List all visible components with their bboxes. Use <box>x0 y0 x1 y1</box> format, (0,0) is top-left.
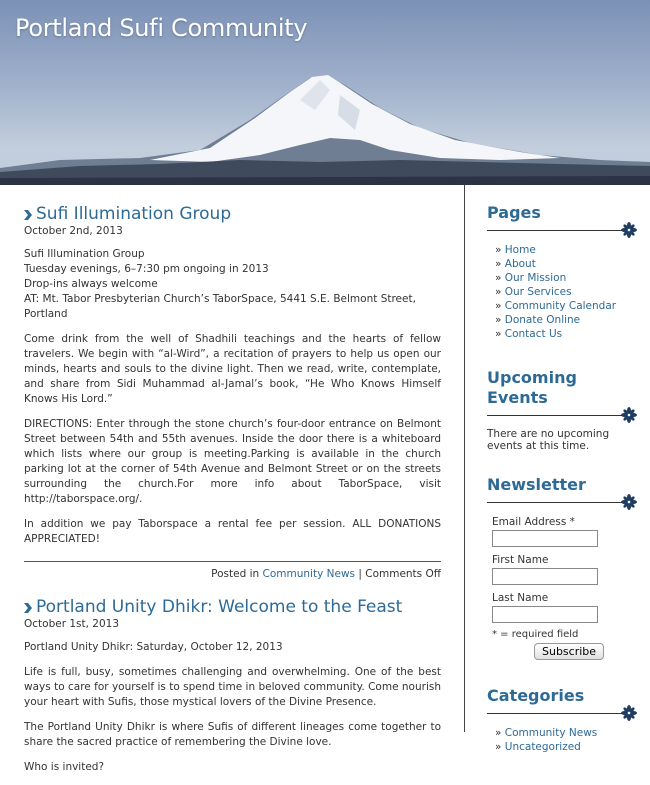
post-line: Tuesday evenings, 6–7:30 pm ongoing in 2013 <box>24 263 269 275</box>
footer-separator: | <box>358 568 362 580</box>
post-paragraph: Life is full, busy, sometimes challenging and overwhelming. One of the best ways to care for yourself is to spend time in beloved community. Come nourish your heart with Sufis, those mystical lovers of the Divine Presence. <box>24 666 441 708</box>
site-header <box>0 0 650 185</box>
post-title[interactable] <box>24 597 441 617</box>
events-empty-text: There are no upcoming events at this time. <box>487 428 610 452</box>
post-footer <box>24 561 441 581</box>
first-name-field[interactable] <box>492 568 598 585</box>
list-item <box>495 299 637 313</box>
main-content <box>24 185 441 785</box>
required-note: * = required field <box>492 629 579 640</box>
widget-title: Newsletter <box>487 475 586 494</box>
list-item <box>495 726 637 740</box>
list-item <box>495 285 637 299</box>
flower-icon <box>621 222 637 238</box>
email-label: Email Address * <box>492 516 575 528</box>
category-link-uncategorized[interactable]: Uncategorized <box>504 741 581 753</box>
categories-widget <box>487 686 637 754</box>
subscribe-button[interactable]: Subscribe <box>534 643 604 660</box>
widget-title: Upcoming Events <box>487 368 577 407</box>
post-intro <box>24 247 441 322</box>
post-title[interactable] <box>24 204 441 224</box>
sidebar <box>487 185 637 754</box>
post-body <box>24 640 441 775</box>
post-paragraph: Portland Unity Dhikr: Saturday, October 12, 2013 <box>24 641 283 653</box>
page-link-contact-us[interactable]: Contact Us <box>504 328 563 340</box>
list-item <box>495 243 637 257</box>
post-paragraph: Who is invited? <box>24 761 105 773</box>
post-body <box>24 247 441 547</box>
events-widget <box>487 368 637 452</box>
post-title-text[interactable]: Portland Unity Dhikr: Welcome to the Feast <box>36 597 403 617</box>
widget-title: Categories <box>487 686 585 705</box>
post-line: Drop-ins always welcome <box>24 278 158 290</box>
site-title[interactable]: Portland Sufi Community <box>15 14 308 42</box>
post-paragraph: The Portland Unity Dhikr is where Sufis of different lineages come together to share the sacred practice of remembering the Divine love. <box>24 721 441 748</box>
newsletter-form <box>487 515 637 660</box>
list-item <box>495 740 637 754</box>
flower-icon <box>621 705 637 721</box>
email-field[interactable] <box>492 530 598 547</box>
posted-in-label: Posted in <box>211 568 260 580</box>
comments-status: Comments Off <box>365 568 441 580</box>
page-link-our-mission[interactable]: Our Mission <box>504 272 567 284</box>
post-title-text[interactable]: Sufi Illumination Group <box>36 204 232 224</box>
page-link-donate-online[interactable]: Donate Online <box>504 314 581 326</box>
post-date: October 1st, 2013 <box>24 618 120 630</box>
category-link-community-news[interactable]: Community News <box>504 727 598 739</box>
column-divider <box>464 185 465 732</box>
widget-rule <box>487 410 637 422</box>
newsletter-widget <box>487 475 637 660</box>
last-name-label: Last Name <box>492 592 549 604</box>
list-item <box>495 271 637 285</box>
bullet-arrow-icon <box>24 210 32 220</box>
post <box>24 204 441 581</box>
post-paragraph: In addition we pay Taborspace a rental fee per session. ALL DONATIONS APPRECIATED! <box>24 518 441 545</box>
first-name-label: First Name <box>492 554 549 566</box>
page-link-home[interactable]: Home <box>504 244 536 256</box>
post-line: Sufi Illumination Group <box>24 248 145 260</box>
flower-icon <box>621 494 637 510</box>
page-link-our-services[interactable]: Our Services <box>504 286 572 298</box>
pages-list <box>487 243 637 341</box>
page-link-community-calendar[interactable]: Community Calendar <box>504 300 617 312</box>
last-name-field[interactable] <box>492 606 598 623</box>
list-item <box>495 313 637 327</box>
widget-rule <box>487 225 637 237</box>
widget-title: Pages <box>487 203 541 222</box>
widget-rule <box>487 708 637 720</box>
post-line: AT: Mt. Tabor Presbyterian Church’s TaborSpace, 5441 S.E. Belmont Street, Portland <box>24 293 416 320</box>
category-link[interactable]: Community News <box>262 568 355 580</box>
categories-list <box>487 726 637 754</box>
list-item <box>495 257 637 271</box>
post-paragraph: Come drink from the well of Shadhili teachings and the hearts of fellow travelers. We begin with “al-Wird”, a recitation of prayers to help us open our minds, hearts and souls to the divine light. Then we read, write, contemplate, and share from Sidi Muhammad al-Jamal’s book, “He Who Knows Himself Knows His Lord.” <box>24 333 441 405</box>
post <box>24 597 441 775</box>
flower-icon <box>621 407 637 423</box>
list-item <box>495 327 637 341</box>
bullet-arrow-icon <box>24 603 32 613</box>
post-date: October 2nd, 2013 <box>24 225 123 237</box>
post-paragraph: DIRECTIONS: Enter through the stone church’s four-door entrance on Belmont Street between 54th and 55th avenues. Inside the door there is a whiteboard which lists where our group is meeting.Parking is available in the church parking lot at the corner of 54th Avenue and Belmont Street or on the streets surrounding the church.For more info about TaborSpace, visit http://taborspace.org/. <box>24 418 441 505</box>
pages-widget <box>487 203 637 341</box>
page-body <box>0 185 650 773</box>
page-link-about[interactable]: About <box>504 258 536 270</box>
widget-rule <box>487 497 637 509</box>
